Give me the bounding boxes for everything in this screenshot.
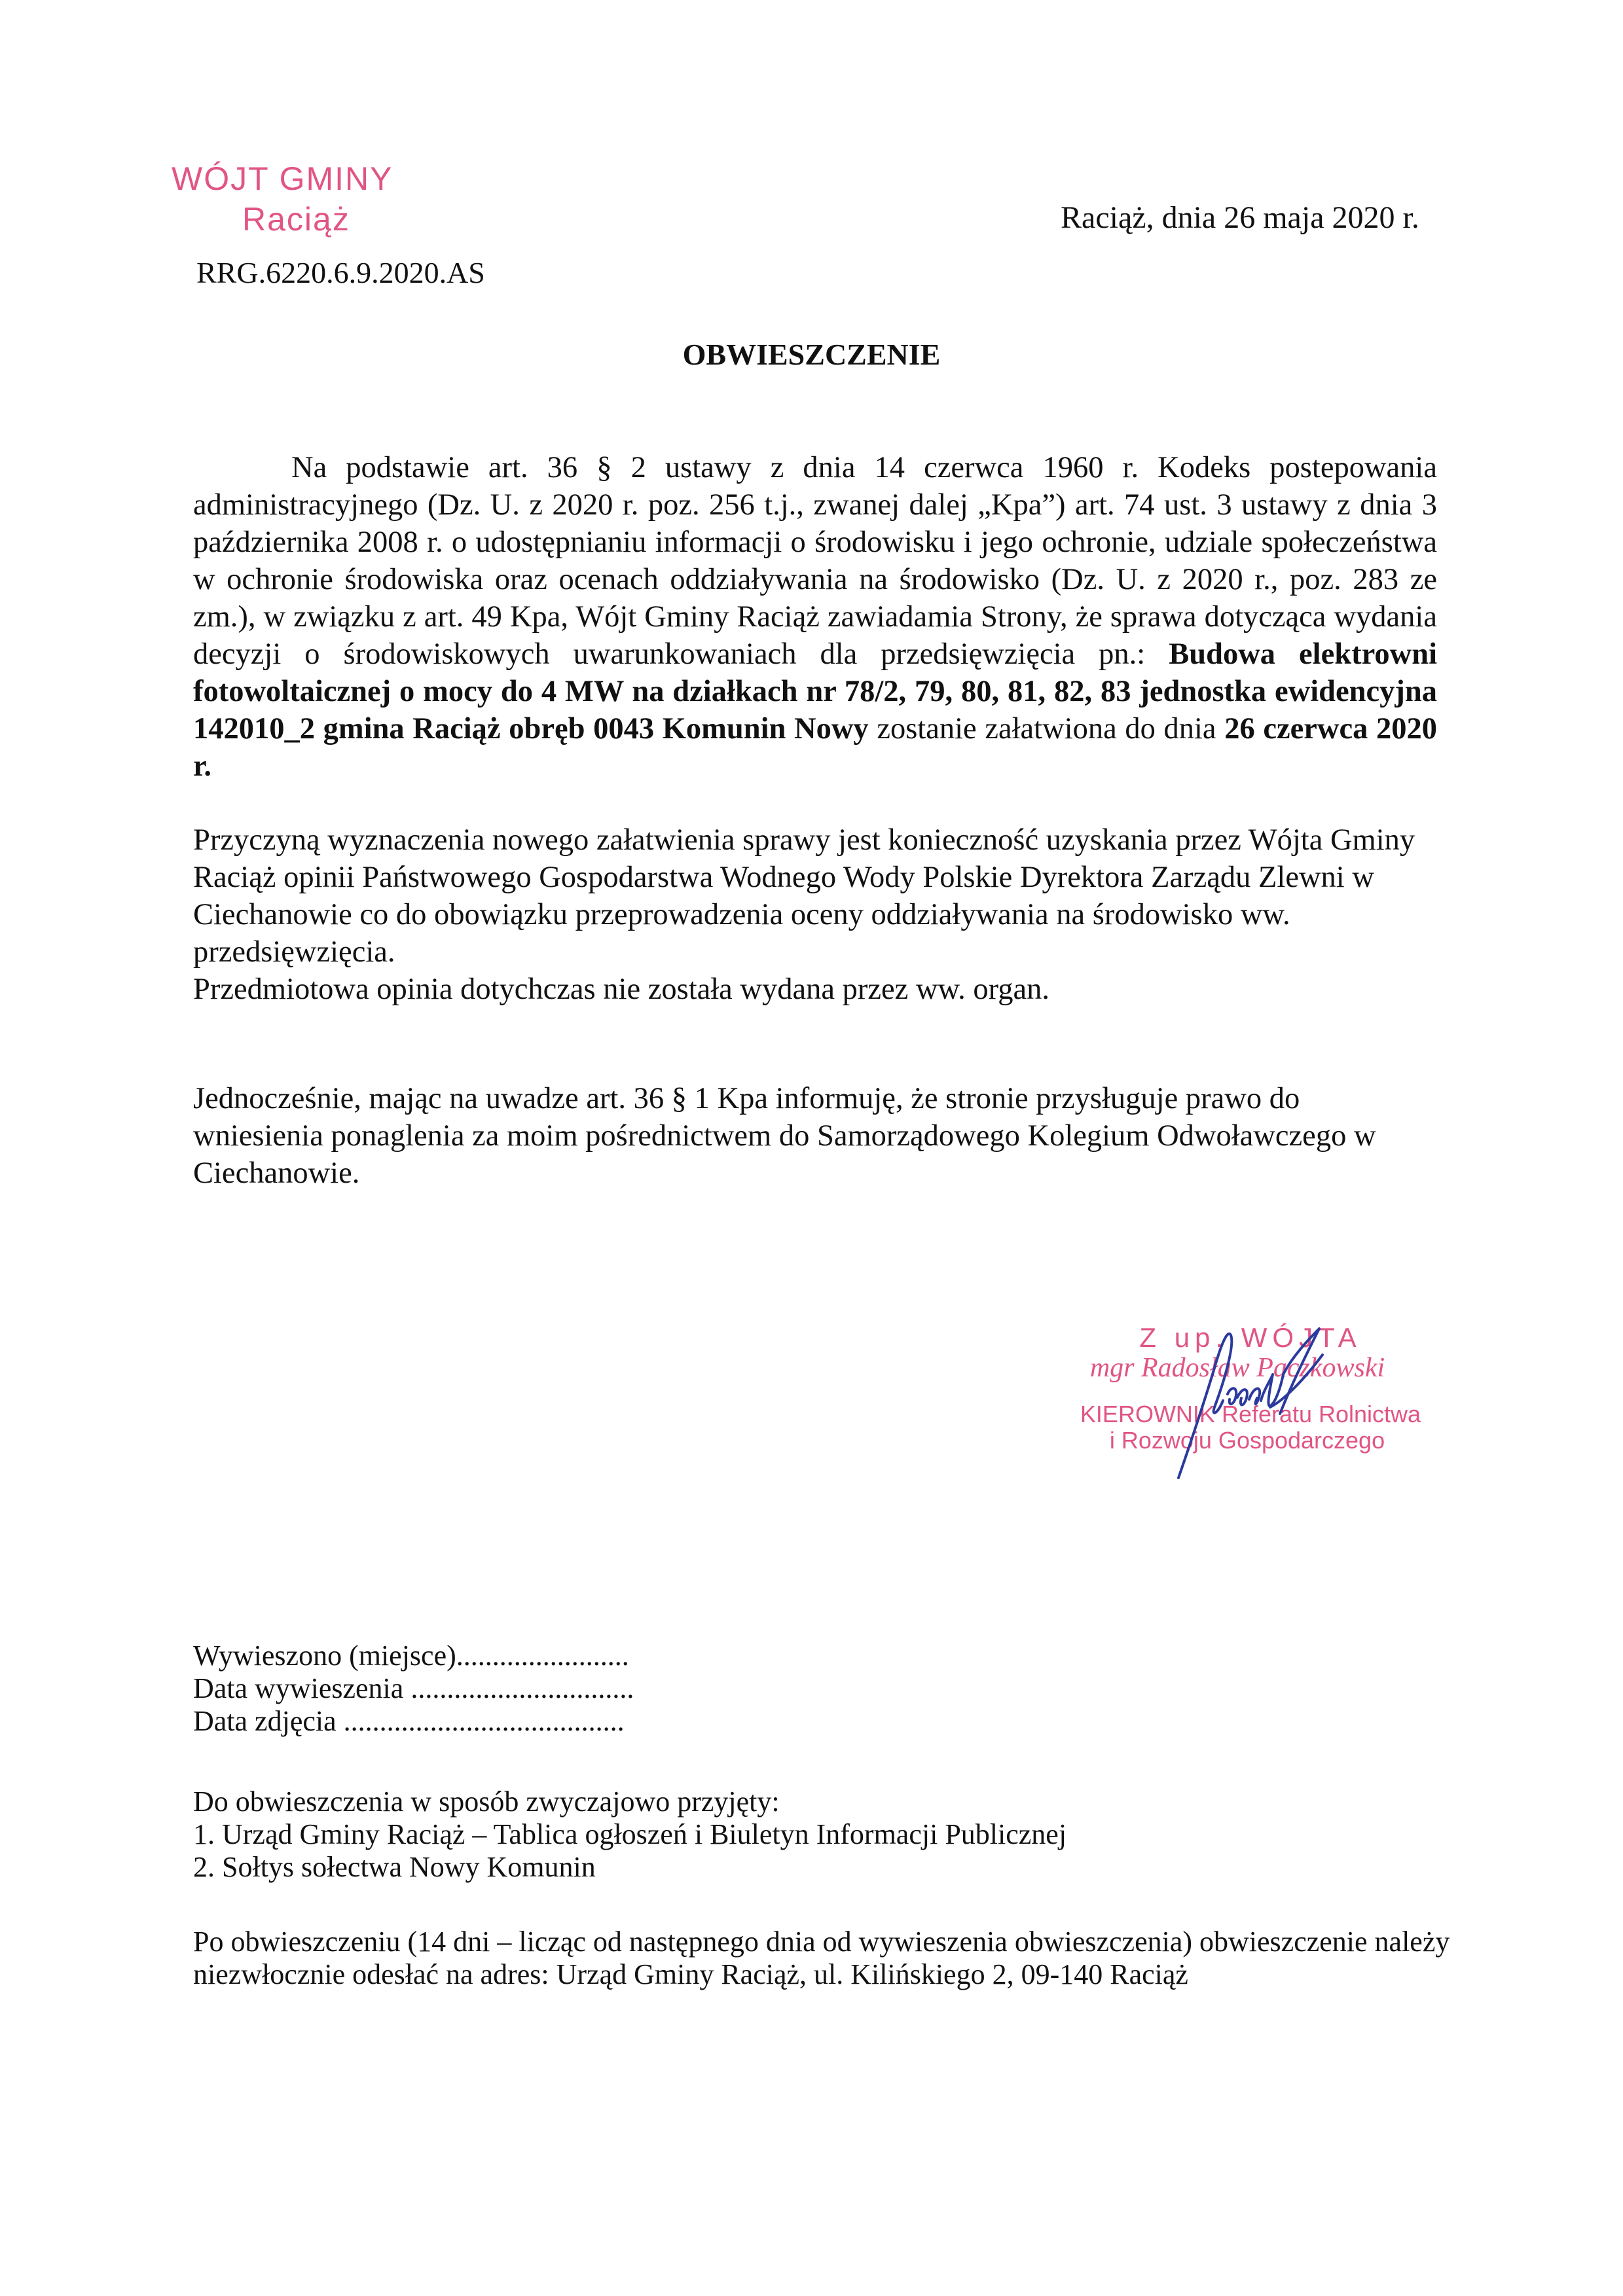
legal-basis-text: Na podstawie art. 36 § 2 ustawy z dnia 14 czerwca 1960 r. Kodeks postepowania administracyjnego (Dz. U. z 2020 r. poz. 256 t.j., zwanej dalej „Kpa”) art. 74 ust. 3 ustawy z dnia 3 października 2008 r. o udostępnianiu informacji o środowisku i jego ochronie, udziale społeczeństwa w ochronie środowiska oraz ocenach oddziaływania na środowisko (Dz. U. z 2020 r., poz. 283 ze zm.), w związku z art. 49 Kpa, Wójt Gminy Raciąż zawiadamia Strony, że sprawa dotycząca wydania decyzji o środowiskowych uwarunkowaniach dla przedsięwzięcia pn.: bbox=[193, 451, 1437, 671]
posting-place-label: Wywieszono (miejsce) bbox=[193, 1640, 456, 1672]
removal-date-label: Data zdjęcia bbox=[193, 1705, 344, 1737]
office-stamp bbox=[172, 162, 393, 236]
posting-place-blank: ........................ bbox=[456, 1640, 629, 1672]
project-name: Budowa elektrowni fotowoltaicznej o mocy do 4 MW na działkach nr 78/2, 79, 80, 81, 82, 83 jednostka ewidencyjna 142010_2 gmina Raciąż obręb 0043 Komunin Nowy bbox=[193, 637, 1437, 745]
legal-basis-paragraph bbox=[193, 449, 1437, 785]
distribution-item: 1. Urząd Gminy Raciąż – Tablica ogłoszeń i Biuletyn Informacji Publicznej bbox=[193, 1818, 1067, 1850]
document-title: OBWIESZCZENIE bbox=[682, 338, 941, 371]
removal-date-blank: ....................................... bbox=[343, 1705, 625, 1737]
settlement-deadline: 26 czerwca 2020 r. bbox=[193, 712, 1437, 783]
return-instructions: Po obwieszczeniu (14 dni – licząc od następnego dnia od wywieszenia obwieszczenia) obwieszczenie należy niezwłocznie odesłać na adres: Urząd Gminy Raciąż, ul. Kilińskiego 2, 09-140 Raciąż bbox=[193, 1926, 1450, 1990]
opinion-status-text: Przedmiotowa opinia dotychczas nie została wydana przez ww. organ. bbox=[193, 973, 1049, 1006]
settlement-text: zostanie załatwiona do dnia bbox=[868, 712, 1225, 745]
reason-paragraph bbox=[193, 821, 1437, 1008]
signature-stamp-department: i Rozwoju Gospodarczego bbox=[1109, 1427, 1385, 1454]
signature-stamp-position: KIEROWNIK Referatu Rolnictwa bbox=[1080, 1401, 1421, 1427]
distribution-item: 2. Sołtys sołectwa Nowy Komunin bbox=[193, 1851, 596, 1883]
appeal-rights-paragraph: Jednocześnie, mając na uwadze art. 36 § 1 Kpa informuję, że stronie przysługuje prawo do wniesienia ponaglenia za moim pośrednictwem do Samorządowego Kolegium Odwoławczego w Ciechanowie. bbox=[193, 1082, 1376, 1190]
distribution-heading: Do obwieszczenia w sposób zwyczajowo przyjęty: bbox=[193, 1785, 780, 1818]
reason-text: Przyczyną wyznaczenia nowego załatwienia sprawy jest konieczność uzyskania przez Wójta Gminy Raciąż opinii Państwowego Gospodarstwa Wodnego Wody Polskie Dyrektora Zarządu Zlewni w Ciechanowie co do obowiązku przeprowadzenia oceny oddziaływania na środowisko ww. przedsięwzięcia. bbox=[193, 823, 1415, 969]
office-stamp-place: Raciąż bbox=[242, 201, 350, 238]
posting-date-label: Data wywieszenia bbox=[193, 1672, 411, 1704]
posting-date-blank: ............................... bbox=[410, 1672, 634, 1704]
posting-record bbox=[193, 1640, 634, 1738]
signature-stamp-authority: Z up. WÓJTA bbox=[1139, 1322, 1362, 1353]
signature-stamp-name: mgr Radosław Paczkowski bbox=[1089, 1353, 1385, 1383]
reference-number: RRG.6220.6.9.2020.AS bbox=[196, 256, 485, 289]
handwritten-signature bbox=[1165, 1309, 1362, 1479]
posting-place-field bbox=[193, 1640, 634, 1672]
place-and-date: Raciąż, dnia 26 maja 2020 r. bbox=[1061, 200, 1419, 235]
office-stamp-title: WÓJT GMINY bbox=[172, 160, 393, 197]
removal-date-field bbox=[193, 1705, 634, 1738]
distribution-list bbox=[193, 1785, 1067, 1884]
posting-date-field bbox=[193, 1672, 634, 1705]
